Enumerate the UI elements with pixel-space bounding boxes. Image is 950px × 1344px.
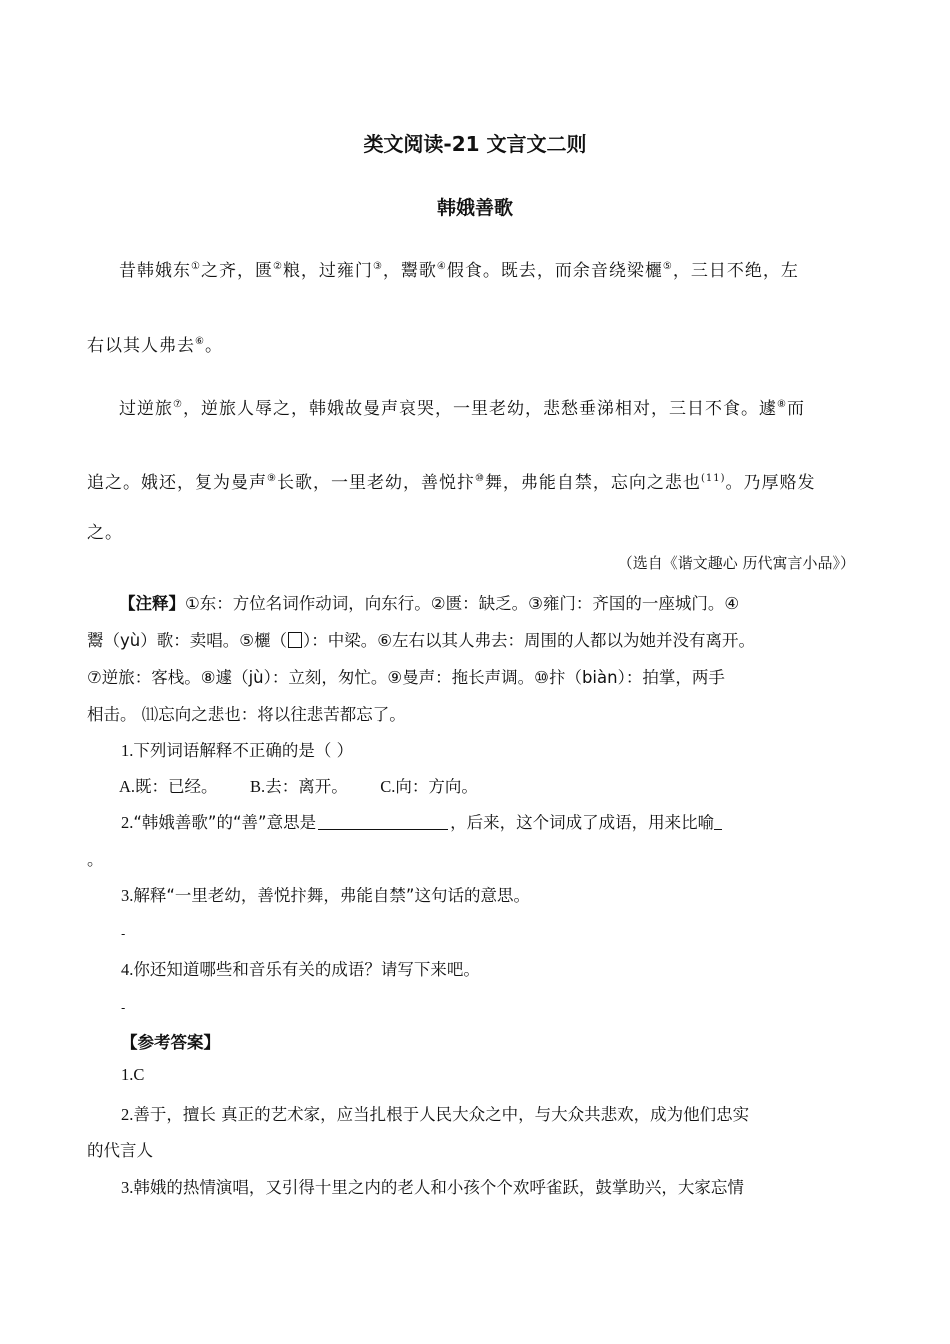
answer-number: 3. <box>121 1178 134 1197</box>
question-1 <box>121 737 353 761</box>
footnote-mark: ② <box>272 261 283 272</box>
answer-number: 2. <box>121 1105 134 1124</box>
notes-line4: 相击。 ⑾忘向之悲也：将以往悲苦都忘了。 <box>87 705 406 724</box>
passage-p1-line2 <box>87 331 223 356</box>
option-key: C. <box>380 777 396 796</box>
question-text: 你还知道哪些和音乐有关的成语？请写下来吧。 <box>133 960 480 979</box>
question-4 <box>121 956 480 980</box>
source-citation: （选自《谐文趣心 历代寓言小品》） <box>617 554 855 572</box>
passage-text: 而 <box>786 399 805 419</box>
notes-text: 鬻（yù）歌：卖唱。⑤欐（ <box>87 631 288 650</box>
option-text: 去：离开。 <box>265 777 348 796</box>
answer-line[interactable]: - <box>121 927 126 941</box>
answer-number: 1. <box>121 1065 134 1084</box>
passage-text: 。乃厚赂发 <box>725 473 816 493</box>
passage-text: 舞，弗能自禁，忘向之悲也 <box>484 473 701 493</box>
passage-text: 过逆旅 <box>119 399 173 419</box>
question-number: 1. <box>121 741 134 760</box>
answer-2-line2: 的代言人 <box>87 1141 153 1160</box>
passage-text: 。 <box>204 336 223 356</box>
question-number: 2. <box>121 813 134 832</box>
passage-text: ，鬻歌 <box>382 261 437 281</box>
question-1-options <box>119 773 478 797</box>
footnote-mark: ⑧ <box>776 399 787 410</box>
question-text: 解释“一里老幼，善悦抃舞，弗能自禁”这句话的意思。 <box>133 886 530 905</box>
answer-text: C <box>133 1065 145 1084</box>
question-text: ，后来，这个词成了成语，用来比喻 <box>450 813 715 832</box>
option-key: A. <box>119 777 136 796</box>
passage-p2-line3: 之。 <box>87 523 123 543</box>
answer-3 <box>121 1174 744 1198</box>
answer-blank[interactable] <box>714 813 722 830</box>
footnote-mark: ④ <box>436 261 447 272</box>
notes-text: ）：中梁。⑥左右以其人弗去：周围的人都以为她并没有离开。 <box>303 631 756 650</box>
passage-text: 之齐，匮 <box>200 261 273 281</box>
passage-text: 长歌，一里老幼，善悦抃 <box>276 473 475 493</box>
passage-p2-line1 <box>119 394 805 419</box>
question-2-end: 。 <box>87 850 104 869</box>
answer-blank[interactable] <box>318 813 448 830</box>
passage-p1-line1 <box>119 256 799 281</box>
notes-line1 <box>119 590 739 614</box>
question-2 <box>121 809 722 833</box>
passage-text: 粮，过雍门 <box>282 261 373 281</box>
question-3 <box>121 882 530 906</box>
option-a[interactable] <box>119 777 218 796</box>
passage-text: ，逆旅人辱之，韩娥故曼声哀哭，一里老幼，悲愁垂涕相对，三日不食。遽 <box>182 399 777 419</box>
question-text: “韩娥善歌”的“善”意思是 <box>133 813 317 832</box>
passage-text: 追之。娥还，复为曼声 <box>87 473 267 493</box>
answer-1 <box>121 1065 144 1085</box>
footnote-mark: ⑦ <box>173 399 183 410</box>
option-b[interactable] <box>250 777 348 796</box>
answer-2 <box>121 1101 749 1125</box>
footnote-mark: ⑥ <box>195 336 205 347</box>
notes-line2 <box>87 627 755 651</box>
passage-text: 右以其人弗去 <box>87 336 195 356</box>
passage-text: 假食。既去，而余音绕梁欐 <box>446 261 663 281</box>
footnote-mark: ⑤ <box>662 261 673 272</box>
footnote-mark: ⑨ <box>267 473 277 484</box>
passage-text: ，三日不绝，左 <box>672 261 799 281</box>
option-key: B. <box>250 777 266 796</box>
footnote-mark: ⑩ <box>474 473 485 484</box>
option-text: 既：已经。 <box>135 777 218 796</box>
answer-text: 善于，擅长 真正的艺术家，应当扎根于人民大众之中，与大众共悲欢，成为他们忠实 <box>133 1105 750 1124</box>
answer-text: 韩娥的热情演唱，又引得十里之内的老人和小孩个个欢呼雀跃，鼓掌助兴，大家忘情 <box>133 1178 744 1197</box>
answer-line[interactable]: - <box>121 1001 126 1015</box>
missing-glyph-box <box>288 632 302 648</box>
passage-p2-line2 <box>87 468 815 493</box>
question-number: 4. <box>121 960 134 979</box>
question-text: 下列词语解释不正确的是（ ） <box>133 741 354 760</box>
passage-text: 昔韩娥东 <box>119 261 191 281</box>
question-number: 3. <box>121 886 134 905</box>
footnote-mark: (11) <box>700 473 726 484</box>
option-c[interactable] <box>380 777 478 796</box>
page-title: 类文阅读-21 文言文二则 <box>363 132 587 156</box>
answers-label: 【参考答案】 <box>121 1033 220 1052</box>
notes-label: 【注释】 <box>119 594 185 613</box>
notes-line3: ⑦逆旅：客栈。⑧遽（jù）：立刻，匆忙。⑨曼声：拖长声调。⑩抃（biàn）：拍掌，两手 <box>87 668 725 687</box>
footnote-mark: ③ <box>372 261 383 272</box>
notes-text: ①东：方位名词作动词，向东行。②匮：缺乏。③雍门：齐国的一座城门。④ <box>185 594 740 613</box>
footnote-mark: ① <box>191 261 201 272</box>
passage-title: 韩娥善歌 <box>436 197 513 219</box>
option-text: 向：方向。 <box>395 777 478 796</box>
